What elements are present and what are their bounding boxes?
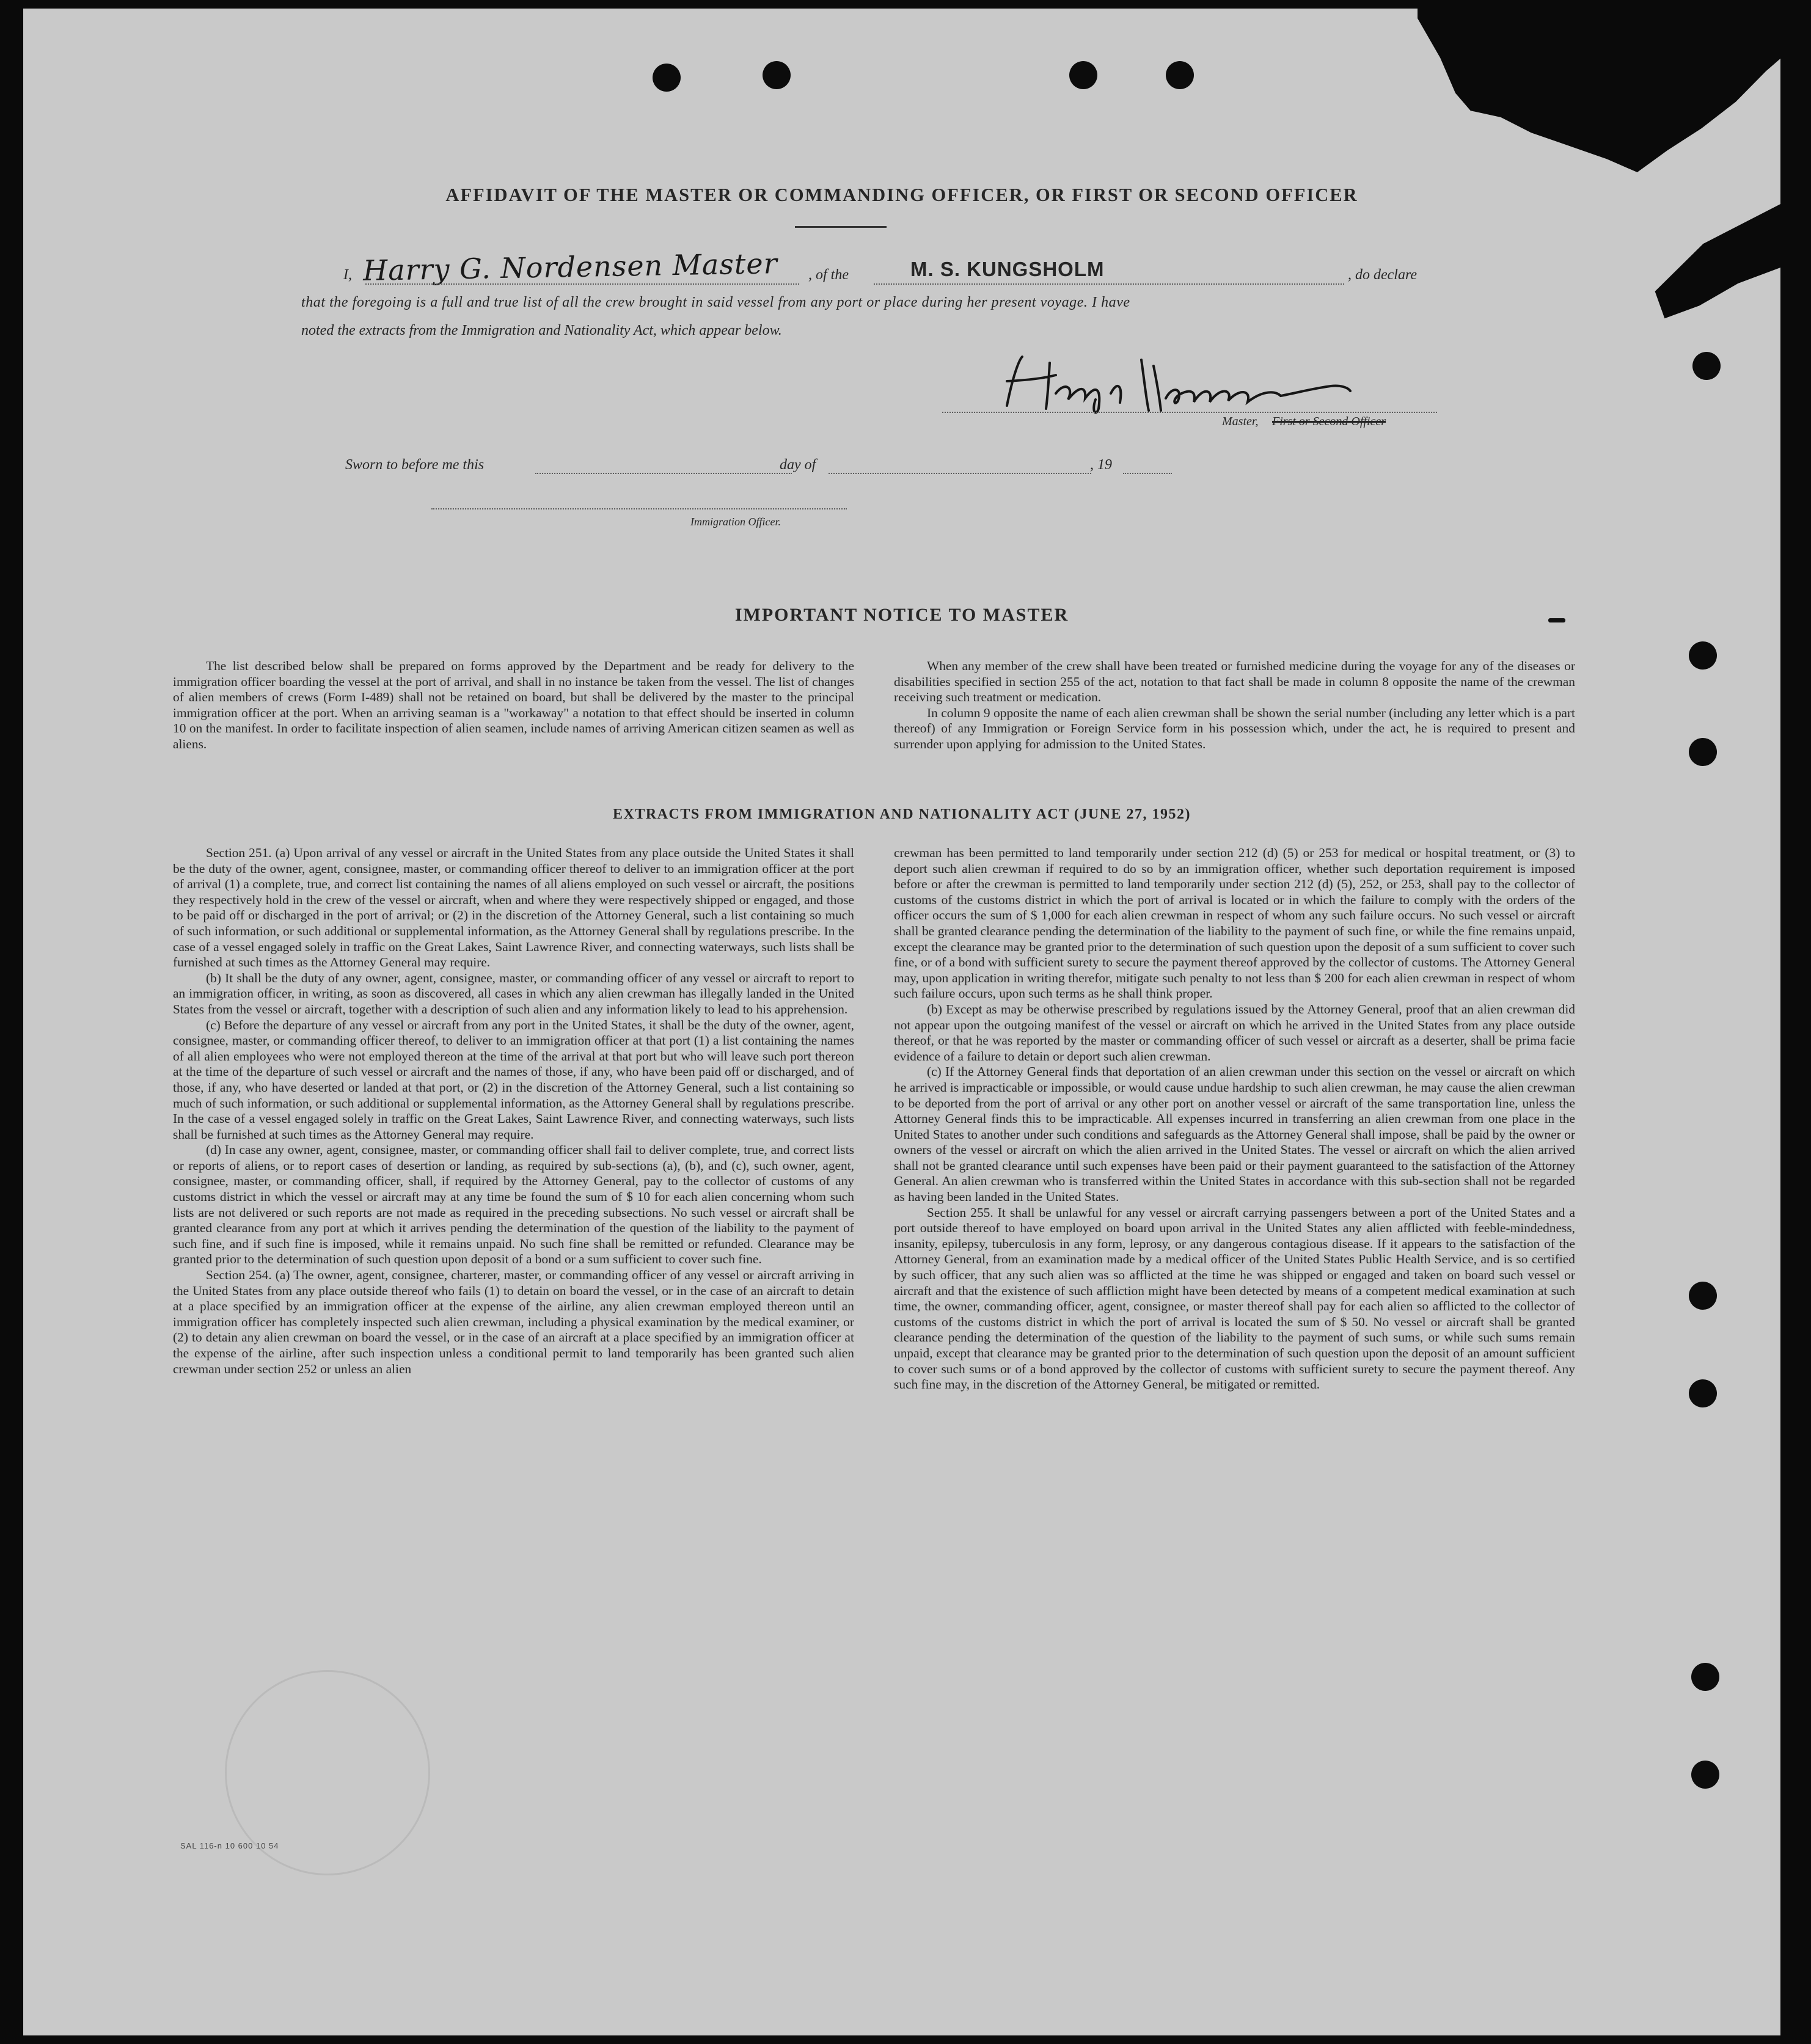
section-paragraph: (b) Except as may be otherwise prescribed by regulations issued by the Attorney General, proof that an alien crewman did not appear upon the outgoing manifest of the vessel or aircraft on which he arrived in the United States from any place outside thereof, or that he was reported by the master or commanding officer of such vessel or aircraft as a deserter, shall be prima facie evidence of a failure to detain or deport such alien crewman. — [894, 1001, 1575, 1064]
notice-paragraph: The list described below shall be prepared on forms approved by the Department and be ready for delivery to the immigration officer boarding the vessel at the port of arrival, and shall in no instance be taken from the vessel. The list of changes of alien members of crews (Form I-489) shall not be retained on board, but shall be delivered by the master to the principal immigration officer at the port. When an arriving seaman is a "workaway" a notation to that effect should be inserted in column 10 on the manifest. In order to facilitate inspection of alien seamen, include names of arriving American citizen seamen as well as aliens. — [173, 659, 854, 751]
extracts-left-column — [173, 845, 854, 1377]
year-label: , 19 — [1090, 457, 1112, 473]
punch-hole — [1692, 352, 1721, 380]
punch-hole — [1689, 738, 1717, 766]
punch-hole — [1069, 61, 1097, 89]
section-paragraph: Section 251. (a) Upon arrival of any vessel or aircraft in the United States from any place outside the United States it shall be the duty of the owner, agent, consignee, master, or commanding officer thereof to deliver to an immigration officer at the port of arrival (1) a complete, true, and correct list containing the names of all aliens employed on such vessel or aircraft, the positions they respectively hold in the crew of the vessel or aircraft, when and where they were respectively shipped or engaged, and those to be paid off or discharged in the port of arrival; or (2) in the discretion of the Attorney General, such a list containing so much of such information, or such additional or supplemental information, as the Attorney General shall by regulations prescribe. In the case of a vessel engaged solely in traffic on the Great Lakes, Saint Lawrence River, and connecting waterways, such lists shall be furnished at such times as the Attorney General may require. — [173, 845, 854, 970]
master-signature — [989, 351, 1355, 418]
section-paragraph: (c) If the Attorney General finds that deportation of an alien crewman under this section on the vessel or aircraft on which he arrived is impracticable or impossible, or would cause undue hardship to such alien crewman, he may cause the alien crewman to be deported from the port of arrival or any other port on another vessel or aircraft of the same transportation line, unless the Attorney General finds this to be impracticable. All expenses incurred in transferring an alien crewman from one place in the United States to another under such conditions and safeguards as the Attorney General shall impose, shall be paid by the owner or owners of the vessel or aircraft on which the alien arrived in the United States. The vessel or aircraft on which the alien arrived shall not be granted clearance until such expenses have been paid or their payment guaranteed to the satisfaction of the Attorney General. An alien crewman who is transferred within the United States in accordance with this sub-section shall not be regarded as having been landed in the United States. — [894, 1064, 1575, 1205]
punch-hole — [1689, 641, 1717, 670]
title-rule — [795, 226, 887, 228]
sworn-month-line — [829, 473, 1091, 474]
punch-hole — [1689, 1379, 1717, 1407]
notice-paragraph: In column 9 opposite the name of each alien crewman shall be shown the serial number (including any letter which is a part thereof) of any Immigration or Foreign Service form in his possession which, under the act, he is required to present and surrender upon applying for admission to the United States. — [894, 705, 1575, 751]
torn-corner-flap — [1587, 204, 1780, 363]
section-paragraph: Section 255. It shall be unlawful for any vessel or aircraft carrying passengers between a port of the United States and a port outside thereof to have employed on board upon arrival in the United States any alien afflicted with feeble-mindedness, insanity, epilepsy, tuberculosis in any form, leprosy, or any dangerous contagious disease. If it appears to the satisfaction of the Attorney General, from an examination made by a medical officer of the United States Public Health Service, and is so certified by such officer, that any such alien was so afflicted at the time he was shipped or engaged and taken on board such vessel or aircraft and that the existence of such affliction might have been detected by means of a competent medical examination at such time, the owner, commanding officer, agent, consignee, or master thereof shall pay for each alien so afflicted to the collector of customs of the customs district in which the port of arrival is located the sum of $ 50. No vessel or aircraft shall be granted clearance pending the determination of the question of the liability to the payment of such sums, or while such sums remain unpaid, except that clearance may be granted prior to the determination of such question upon the deposit of an amount sufficient to cover such sums or of a bond approved by the collector of customs with sufficient surety to secure the payment thereof. Any such fine may, in the discretion of the Attorney General, be mitigated or remitted. — [894, 1205, 1575, 1392]
sworn-label: Sworn to before me this — [345, 457, 485, 473]
officer-signature-line — [431, 508, 847, 509]
punch-hole — [1689, 1282, 1717, 1310]
sworn-day-line — [535, 473, 792, 474]
of-the-label: , of the — [808, 267, 849, 283]
name-dotted-line — [365, 283, 799, 285]
section-paragraph: (d) In case any owner, agent, consignee, master, or commanding officer shall fail to deliver complete, true, and correct lists or reports of aliens, or to report cases of desertion or landing, as required by sub-sections (a), (b), and (c), such owner, agent, consignee, master, or commanding officer, shall, if required by the Attorney General, pay to the collector of customs of any customs district in which the vessel or aircraft may at any time be found the sum of $ 10 for each alien concerning whom such lists are not delivered or such reports are not made as required in the preceding subsections. No such vessel or aircraft shall be granted clearance from any port at which it arrives pending the determination of the question of the liability to the payment of such fine, and if such fine is imposed, while it remains unpaid. No such fine shall be remitted or refunded. Clearance may be granted prior to the determination of such question upon deposit of a bond or a sum sufficient to cover such fine. — [173, 1142, 854, 1267]
section-paragraph: Section 254. (a) The owner, agent, consignee, charterer, master, or commanding officer of any vessel or aircraft arriving in the United States from any place outside thereof who fails (1) to detain on board the vessel, or in the case of an aircraft to detain at a place specified by an immigration officer at the expense of the airline, any alien crewman employed thereon until an immigration officer has completely inspected such alien crewman, including a physical examination by the medical examiner, or (2) to detain any alien crewman on board the vessel, or in the case of an aircraft at a place specified by an immigration officer at the expense of the airline, after such inspection unless a conditional permit to land temporarily has been granted such alien crewman under section 252 or unless an alien — [173, 1268, 854, 1376]
section-paragraph: crewman has been permitted to land temporarily under section 212 (d) (5) or 253 for medical or hospital treatment, or (3) to deport such alien crewman if required to do so by an immigration officer, whether such deportation requirement is imposed before or after the crewman is permitted to land temporarily under section 212 (d) (5), 252, or 253, shall pay to the collector of customs of the customs district in which the port of arrival is located or in which the failure to comply with the orders of the officer occurs the sum of $ 1,000 for each alien crewman in respect of whom any such failure occurs. No such vessel or aircraft shall be granted clearance pending the determination of the liability to the payment of such fine, or while the fine remains unpaid, except the clearance may be granted prior to the determination of such question upon the deposit of a sum sufficient to cover such fine, or of a bond with sufficient surety to secure the payment thereof approved by the collector of customs. The Attorney General may, upon application in writing therefor, mitigate such penalty to not less than $ 200 for each alien crewman in respect of whom such failure occurs, upon such terms as he shall think proper. — [894, 845, 1575, 1001]
notice-paragraph: When any member of the crew shall have been treated or furnished medicine during the voyage for any of the diseases or disabilities specified in section 255 of the act, notation to that fact shall be made in column 8 opposite the name of the crewman receiving such treatment or medication. — [894, 659, 1575, 705]
affidavit-statement: that the foregoing is a full and true list of all the crew brought in said vessel from any port or place during her present voyage. I have — [301, 294, 1130, 310]
i-label: I, — [343, 267, 352, 283]
vessel-name: M. S. KUNGSHOLM — [910, 258, 1105, 280]
notice-left-column — [173, 659, 854, 753]
punch-hole — [763, 61, 791, 89]
affidavit-statement-2: noted the extracts from the Immigration and Nationality Act, which appear below. — [301, 323, 782, 338]
notice-right-column — [894, 659, 1575, 753]
notice-title: IMPORTANT NOTICE TO MASTER — [734, 605, 1069, 625]
signature-dotted-line — [942, 412, 1437, 413]
master-label: Master, — [1222, 415, 1259, 428]
extracts-right-column — [894, 845, 1575, 1393]
immigration-officer-label: Immigration Officer. — [690, 516, 781, 528]
do-declare-label: , do declare — [1348, 267, 1418, 283]
form-number: SAL 116-n 10 600 10 54 — [180, 1841, 279, 1850]
vessel-dotted-line — [874, 283, 1344, 285]
sworn-year-line — [1123, 473, 1172, 474]
punch-hole — [1166, 61, 1194, 89]
affidavit-title: AFFIDAVIT OF THE MASTER OR COMMANDING OFFICER, OR FIRST OR SECOND OFFICER — [445, 184, 1358, 205]
master-name-handwritten: Harry G. Nordensen Master — [362, 247, 778, 287]
section-paragraph: (b) It shall be the duty of any owner, agent, consignee, master, or commanding officer of any vessel or aircraft to report to an immigration officer, in writing, as soon as discovered, all cases in which any alien crewman has illegally landed in the United States from the vessel or aircraft, together with a description of such alien and any information likely to lead to his apprehension. — [173, 970, 854, 1017]
extracts-title: EXTRACTS FROM IMMIGRATION AND NATIONALITY ACT (JUNE 27, 1952) — [613, 806, 1191, 822]
punch-hole — [1691, 1761, 1719, 1789]
document-page — [23, 9, 1780, 2035]
punch-hole — [653, 64, 681, 92]
section-paragraph: (c) Before the departure of any vessel or aircraft from any port in the United States, it shall be the duty of the owner, agent, consignee, master, or commanding officer thereof, to deliver to an immigration officer at that port (1) a list containing the names of all alien employees who were not employed thereon at the time of the arrival at that port but who will leave such port thereon at the time of the departure of such vessel or aircraft and the names of those, if any, who have been paid off or discharged, and of those, if any, who have deserted or landed at that port, or (2) in the discretion of the Attorney General, such a list containing so much of such information, or such additional or supplemental information, as the Attorney General shall by regulations prescribe. In the case of a vessel engaged solely in traffic on the Great Lakes, Saint Lawrence River, and connecting waterways, such lists shall be furnished at such times as the Attorney General may require. — [173, 1017, 854, 1142]
day-of-label: day of — [780, 457, 816, 473]
struck-officer-label: First or Second Officer — [1272, 415, 1386, 428]
punch-hole — [1691, 1663, 1719, 1691]
